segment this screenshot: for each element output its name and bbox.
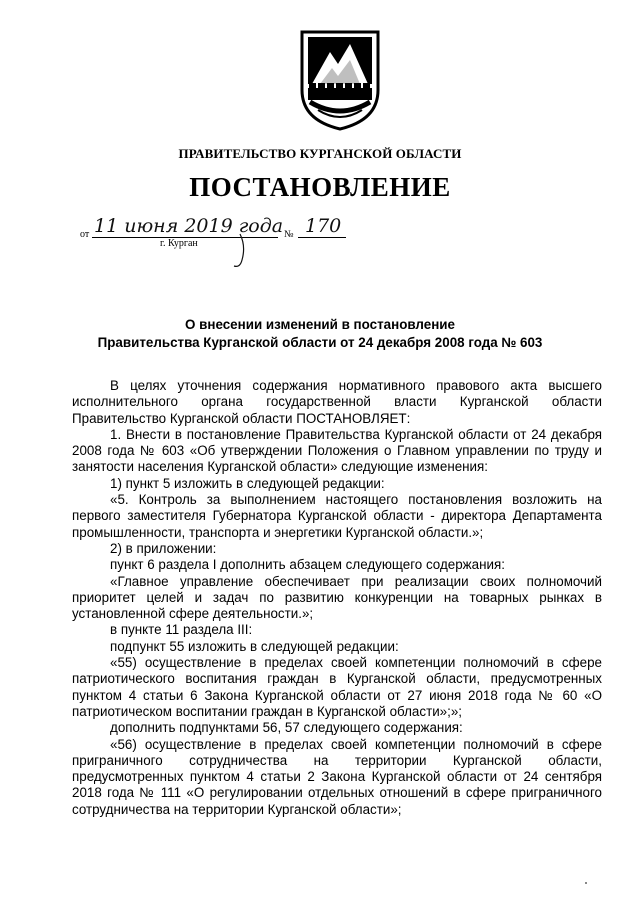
- scan-artifact-dot: [585, 882, 587, 884]
- paragraph: подпункт 55 изложить в следующей редакции:: [110, 638, 399, 654]
- number-underline: [298, 237, 346, 238]
- paragraph: дополнить подпунктами 56, 57 следующего содержания:: [110, 720, 463, 736]
- paragraph: пункт 6 раздела I дополнить абзацем следующего содержания:: [110, 557, 505, 573]
- handwritten-date-tail-mark: [228, 232, 258, 272]
- number-prefix: №: [284, 229, 294, 240]
- coat-of-arms-emblem: [298, 28, 382, 132]
- paragraph: в пункте 11 раздела III:: [110, 622, 253, 638]
- document-body: [72, 378, 602, 818]
- handwritten-date: 11 июня 2019 года: [94, 215, 284, 237]
- date-prefix: от: [80, 229, 90, 240]
- paragraph: 2) в приложении:: [110, 540, 217, 556]
- government-title: ПРАВИТЕЛЬСТВО КУРГАНСКОЙ ОБЛАСТИ: [178, 146, 462, 161]
- paragraph: «55) осуществление в пределах своей компетенции полномочий в сфере патриотического воспитания граждан в Курганской области, предусмотренных пунктом 4 статьи 6 Закона Курганской области от 27 июня 2018 года № 60 «О патриотическом воспитании граждан в Курганской области»;»;: [72, 655, 602, 719]
- subject-line-1: О внесении изменений в постановление: [185, 317, 455, 332]
- paragraph: В целях уточнения содержания нормативного правового акта высшего исполнительного органа государственной власти Курганской области Правительство Курганской области ПОСТАНОВЛЯЕТ:: [72, 378, 602, 426]
- document-type-title: ПОСТАНОВЛЕНИЕ: [189, 172, 451, 202]
- city-label: г. Курган: [160, 238, 198, 249]
- handwritten-number: 170: [305, 215, 342, 237]
- paragraph: «Главное управление обеспечивает при реализации своих полномочий приоритет целей и задач по развитию конкуренции на товарных рынках в установленной сфере деятельности.»;: [72, 573, 602, 622]
- subject-heading: [0, 316, 640, 352]
- paragraph: «5. Контроль за выполнением настоящего постановления возложить на первого заместителя Губернатора Курганской области - директора Департамента промышленности, транспорта и энергетики Курганской области.»;: [72, 492, 602, 540]
- paragraph: 1. Внести в постановление Правительства Курганской области от 24 декабря 2008 года № 603 «Об утверждении Положения о Главном управлении по труду и занятости населения Курганской области» следующие изменения:: [72, 426, 602, 475]
- subject-line-2: Правительства Курганской области от 24 декабря 2008 года № 603: [97, 335, 543, 350]
- paragraph: «56) осуществление в пределах своей компетенции полномочий в сфере приграничного сотрудничества на территории Курганской области, предусмотренных пунктом 4 статьи 2 Закона Курганской области от 24 сентября 2018 года № 111 «О регулировании отдельных отношений в сфере приграничного сотрудничества на территории Курганской области»;: [72, 736, 602, 817]
- paragraph: 1) пункт 5 изложить в следующей редакции:: [110, 475, 385, 491]
